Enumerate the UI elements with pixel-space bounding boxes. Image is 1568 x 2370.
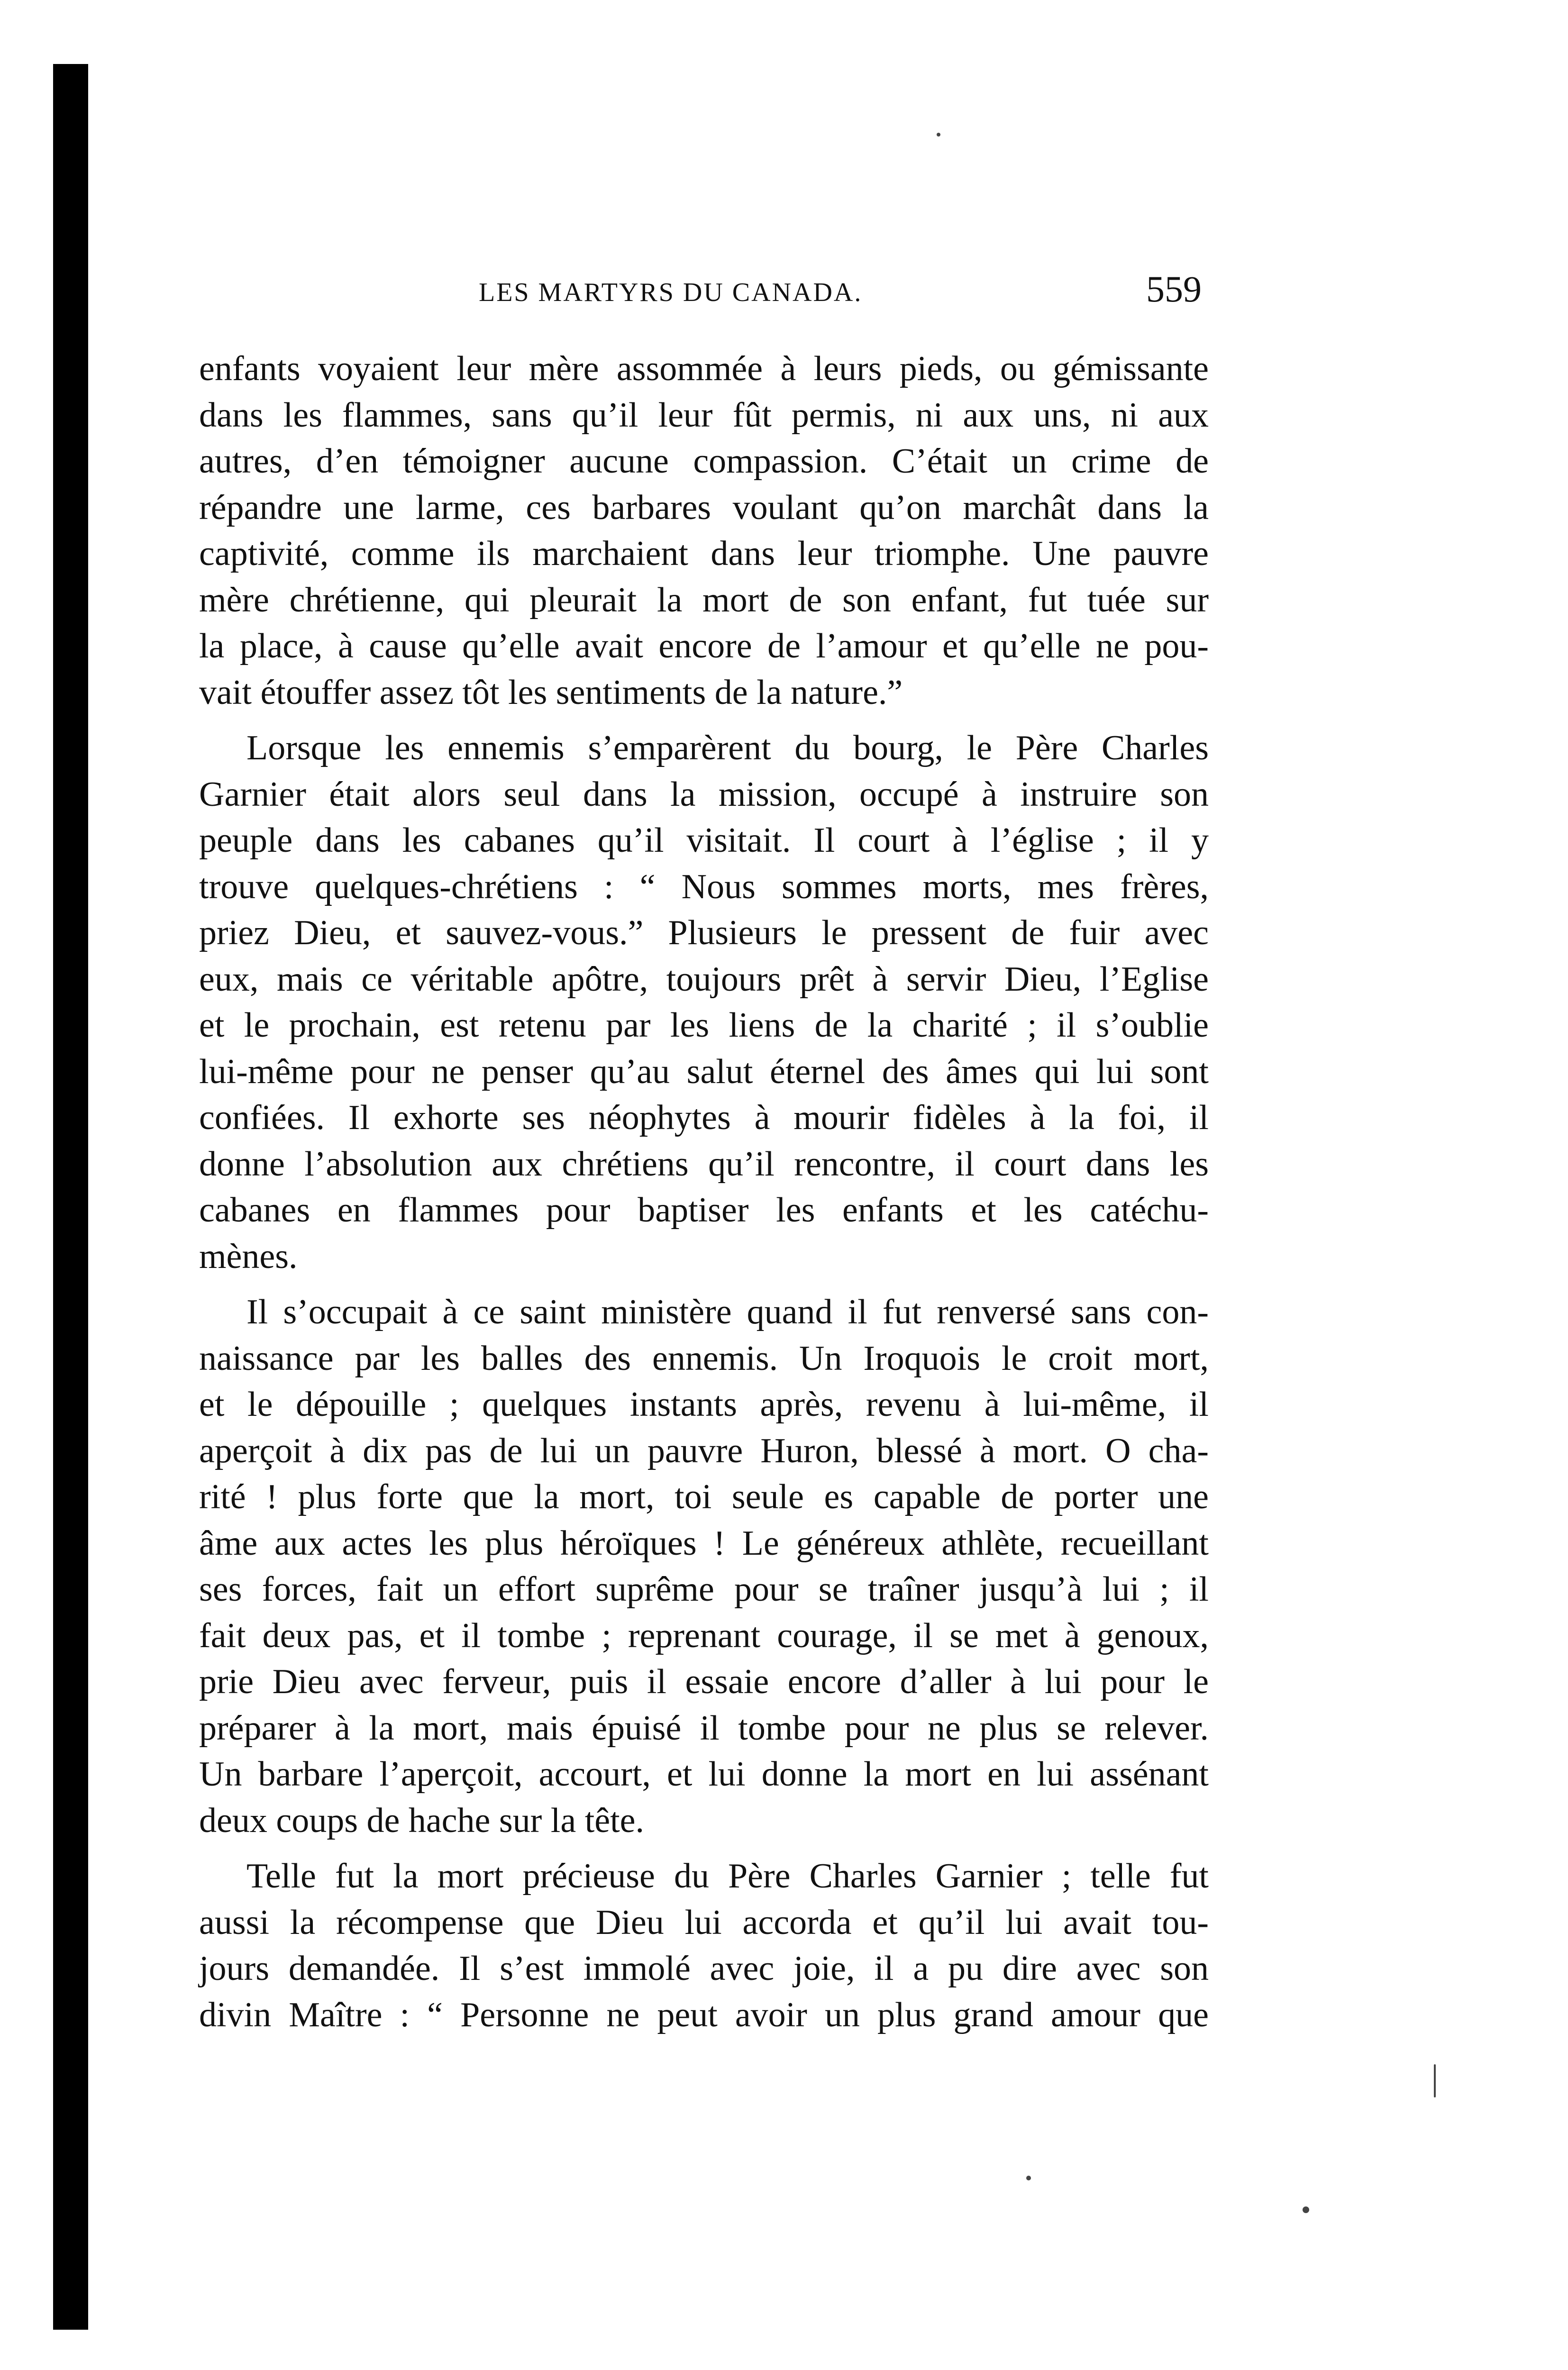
scan-speck: [1026, 2176, 1031, 2180]
text-line: et le dépouille ; quelques instants après, revenu à lui-même, il: [199, 1385, 1209, 1424]
text-line: et le prochain, est retenu par les liens de la charité ; il s’oublie: [199, 1006, 1209, 1045]
text-line: répandre une larme, ces barbares voulant qu’on marchât dans la: [199, 488, 1209, 527]
text-line: vait étouffer assez tôt les sentiments de la nature.”: [199, 673, 903, 712]
scan-speck: [1434, 2064, 1436, 2097]
text-line: cabanes en flammes pour baptiser les enfants et les catéchu-: [199, 1191, 1209, 1230]
text-line: autres, d’en témoigner aucune compassion. C’était un crime de: [199, 442, 1209, 481]
text-line: mènes.: [199, 1237, 298, 1276]
text-line: Un barbare l’aperçoit, accourt, et lui donne la mort en lui assénant: [199, 1755, 1209, 1794]
page-number: 559: [1146, 268, 1202, 310]
paragraph: [199, 346, 1209, 716]
text-line: deux coups de hache sur la tête.: [199, 1801, 645, 1840]
text-line: aperçoit à dix pas de lui un pauvre Huron, blessé à mort. O cha-: [199, 1431, 1209, 1470]
text-line: donne l’absolution aux chrétiens qu’il rencontre, il court dans les: [199, 1144, 1209, 1184]
text-line: âme aux actes les plus héroïques ! Le généreux athlète, recueillant: [199, 1523, 1209, 1563]
text-line: jours demandée. Il s’est immolé avec joie, il a pu dire avec son: [199, 1949, 1209, 1988]
text-line: fait deux pas, et il tombe ; reprenant courage, il se met à genoux,: [199, 1616, 1209, 1655]
text-line: Garnier était alors seul dans la mission, occupé à instruire son: [199, 775, 1209, 814]
text-line: confiées. Il exhorte ses néophytes à mourir fidèles à la foi, il: [199, 1098, 1209, 1137]
text-line: Il s’occupait à ce saint ministère quand il fut renversé sans con-: [246, 1293, 1209, 1331]
scan-speck: [937, 133, 940, 137]
text-line: aussi la récompense que Dieu lui accorda et qu’il lui avait tou-: [199, 1903, 1209, 1942]
text-line: préparer à la mort, mais épuisé il tombe pour ne plus se relever.: [199, 1708, 1209, 1748]
text-line: peuple dans les cabanes qu’il visitait. Il court à l’église ; il y: [199, 821, 1209, 860]
text-line: trouve quelques-chrétiens : “ Nous sommes morts, mes frères,: [199, 867, 1209, 906]
paragraph: [199, 1289, 1209, 1844]
text-line: dans les flammes, sans qu’il leur fût permis, ni aux uns, ni aux: [199, 395, 1209, 435]
text-line: eux, mais ce véritable apôtre, toujours prêt à servir Dieu, l’Eglise: [199, 959, 1209, 999]
text-line: divin Maître : “ Personne ne peut avoir un plus grand amour que: [199, 1995, 1209, 2034]
text-line: naissance par les balles des ennemis. Un Iroquois le croit mort,: [199, 1339, 1209, 1378]
scan-binding-edge: [53, 64, 88, 2330]
paragraph: [199, 725, 1209, 1280]
text-line: enfants voyaient leur mère assommée à leurs pieds, ou gémissante: [199, 349, 1209, 388]
body-text: [199, 346, 1209, 2038]
text-line: priez Dieu, et sauvez-vous.” Plusieurs le pressent de fuir avec: [199, 913, 1209, 952]
running-header: [199, 268, 1209, 320]
running-title: LES MARTYRS DU CANADA.: [479, 278, 863, 307]
text-line: Telle fut la mort précieuse du Père Charles Garnier ; telle fut: [246, 1857, 1209, 1896]
text-line: ses forces, fait un effort suprême pour se traîner jusqu’à lui ; il: [199, 1570, 1209, 1609]
scan-speck: [1303, 2206, 1309, 2213]
text-line: lui-même pour ne penser qu’au salut éternel des âmes qui lui sont: [199, 1052, 1209, 1091]
text-line: mère chrétienne, qui pleurait la mort de son enfant, fut tuée sur: [199, 580, 1209, 620]
text-line: Lorsque les ennemis s’emparèrent du bourg, le Père Charles: [246, 729, 1209, 767]
text-line: prie Dieu avec ferveur, puis il essaie encore d’aller à lui pour le: [199, 1662, 1209, 1701]
text-line: la place, à cause qu’elle avait encore de l’amour et qu’elle ne pou-: [199, 627, 1209, 665]
text-line: captivité, comme ils marchaient dans leur triomphe. Une pauvre: [199, 534, 1209, 573]
text-line: rité ! plus forte que la mort, toi seule es capable de porter une: [199, 1477, 1209, 1516]
paragraph: [199, 1853, 1209, 2038]
